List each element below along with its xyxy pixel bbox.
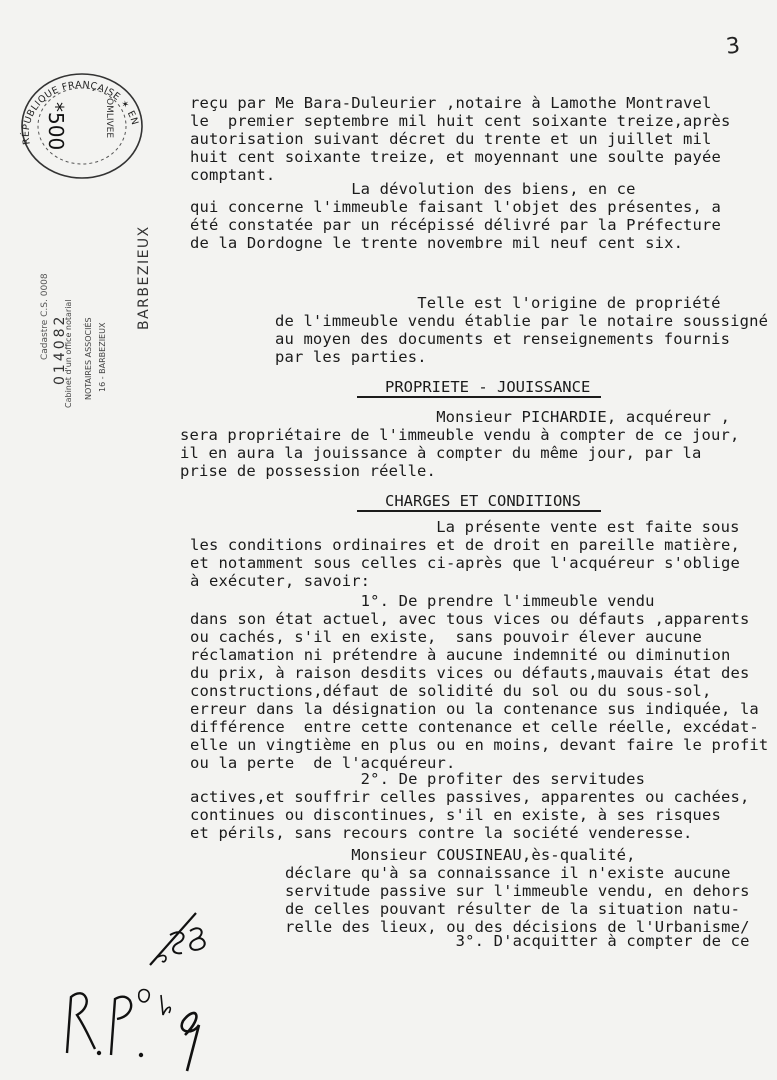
heading-underline: [357, 510, 601, 512]
text-line: 1°. De prendre l'immeuble vendu: [190, 592, 655, 610]
stamp-seal-icon: [10, 62, 148, 180]
text-line: comptant.: [190, 166, 276, 184]
text-line: réclamation ni prétendre à aucune indemnité ou diminution: [190, 646, 731, 664]
text-line: sera propriétaire de l'immeuble vendu à compter de ce jour,: [180, 426, 740, 444]
text-line: 2°. De profiter des servitudes: [190, 770, 646, 788]
text-line: dans son état actuel, avec tous vices ou défauts ,apparents: [190, 610, 750, 628]
text-line: le premier septembre mil huit cent soixante treize,après: [190, 112, 731, 130]
text-line: de l'immeuble vendu établie par le notaire soussigné: [275, 312, 769, 330]
town-stamp: BARBEZIEUX: [136, 225, 152, 330]
office-line-1: Cabinet d'un office notarial: [64, 299, 73, 408]
section-heading: CHARGES ET CONDITIONS: [385, 492, 581, 510]
text-line: erreur dans la désignation ou la contenance sus indiquée, la: [190, 700, 759, 718]
text-line: et périls, sans recours contre la société venderesse.: [190, 824, 693, 842]
text-line: Telle est l'origine de propriété: [275, 294, 721, 312]
text-line: de celles pouvant résulter de la situation natu-: [285, 900, 741, 918]
text-line: continues ou discontinues, s'il en existe, à ses risques: [190, 806, 721, 824]
text-line: au moyen des documents et renseignements fournis: [275, 330, 731, 348]
office-line-3: 16 - BARBEZIEUX: [98, 322, 107, 392]
margin-faint-line: Cadastre C.S. 0008: [40, 273, 50, 360]
text-line: Monsieur COUSINEAU,ès-qualité,: [190, 846, 636, 864]
text-line: qui concerne l'immeuble faisant l'objet des présentes, a: [190, 198, 721, 216]
text-line: déclare qu'à sa connaissance il n'existe aucune: [285, 864, 731, 882]
handwritten-initials-signature: [55, 975, 215, 1079]
registration-number: 014082: [52, 313, 68, 385]
handwritten-paraph: [140, 905, 220, 979]
text-line: de la Dordogne le trente novembre mil neuf cent six.: [190, 234, 684, 252]
text-line: La présente vente est faite sous: [275, 518, 740, 536]
text-line: prise de possession réelle.: [180, 462, 437, 480]
text-line: ou la perte de l'acquéreur.: [190, 754, 456, 772]
text-line: autorisation suivant décret du trente et un juillet mil: [190, 130, 712, 148]
text-line: elle un vingtième en plus ou en moins, devant faire le profit: [190, 736, 769, 754]
text-line: les conditions ordinaires et de droit en pareille matière,: [190, 536, 740, 554]
text-line: il en aura la jouissance à compter du même jour, par la: [180, 444, 702, 462]
text-line: constructions,défaut de solidité du sol ou du sous-sol,: [190, 682, 712, 700]
stamp-inner-text: OMLIVEE: [104, 98, 114, 139]
text-line: reçu par Me Bara-Duleurier ,notaire à Lamothe Montravel: [190, 94, 712, 112]
text-line: actives,et souffrir celles passives, apparentes ou cachées,: [190, 788, 750, 806]
heading-underline: [357, 396, 601, 398]
registration-stamp: [10, 62, 148, 180]
office-line-2: NOTAIRES ASSOCIÉS: [84, 317, 93, 400]
text-line: et notamment sous celles ci-après que l'acquéreur s'oblige: [190, 554, 740, 572]
text-line: huit cent soixante treize, et moyennant une soulte payée: [190, 148, 721, 166]
stamp-value: *500: [44, 102, 68, 151]
text-line: ou cachés, s'il en existe, sans pouvoir élever aucune: [190, 628, 703, 646]
page-number: 3: [724, 33, 742, 60]
text-line: été constatée par un récépissé délivré par la Préfecture: [190, 216, 721, 234]
text-line: La dévolution des biens, en ce: [190, 180, 636, 198]
text-line: différence entre cette contenance et celle réelle, excédat-: [190, 718, 759, 736]
section-heading: PROPRIETE - JOUISSANCE: [385, 378, 591, 396]
text-line: 3°. D'acquitter à compter de ce: [285, 932, 750, 950]
svg-text:RÉPUBLIQUE FRANÇAISE ✶ ENREGIS: RÉPUBLIQUE FRANÇAISE ✶ EN: [20, 79, 141, 146]
text-line: du prix, à raison desdits vices ou défauts,mauvais état des: [190, 664, 750, 682]
text-line: relle des lieux, ou des décisions de l'Urbanisme/: [285, 918, 750, 936]
text-line: à exécuter, savoir:: [190, 572, 371, 590]
text-line: par les parties.: [275, 348, 427, 366]
text-line: servitude passive sur l'immeuble vendu, en dehors: [285, 882, 750, 900]
text-line: Monsieur PICHARDIE, acquéreur ,: [275, 408, 731, 426]
